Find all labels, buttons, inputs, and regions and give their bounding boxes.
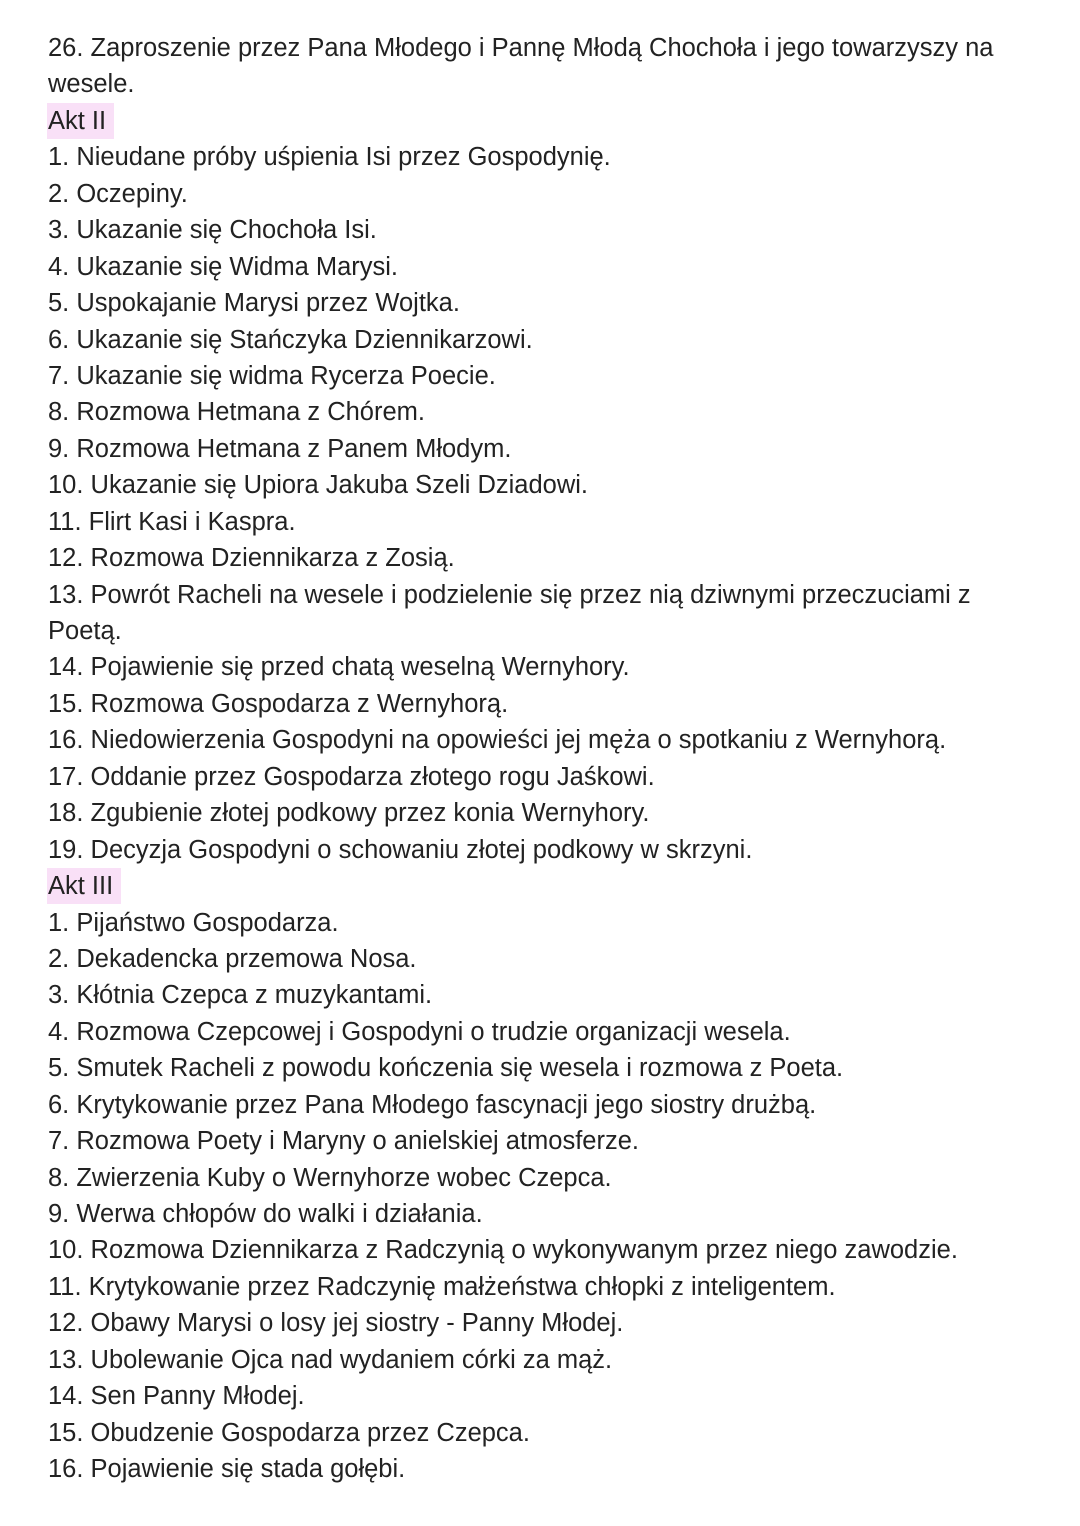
list-item: 13. Ubolewanie Ojca nad wydaniem córki za mąż. [48,1345,613,1374]
list-item: 12. Obawy Marysi o losy jej siostry - Panny Młodej. [48,1309,624,1338]
list-item: 14. Pojawienie się przed chatą weselną Wernyhory. [48,653,630,682]
list-item: 5. Uspokajanie Marysi przez Wojtka. [48,289,460,318]
list-item: 15. Rozmowa Gospodarza z Wernyhorą. [48,689,509,718]
list-item: 9. Werwa chłopów do walki i działania. [48,1200,483,1228]
act-heading: Akt II [47,103,114,139]
list-item: 6. Ukazanie się Stańczyka Dziennikarzowi. [48,325,533,354]
list-item: 9. Rozmowa Hetmana z Panem Młodym. [48,434,512,463]
list-item: 15. Obudzenie Gospodarza przez Czepca. [48,1418,530,1447]
list-item: 17. Oddanie przez Gospodarza złotego rogu Jaśkowi. [48,762,655,791]
list-item: 8. Zwierzenia Kuby o Wernyhorze wobec Czepca. [48,1163,612,1192]
list-item: 4. Ukazanie się Widma Marysi. [48,252,399,281]
act-heading: Akt III [47,868,121,904]
list-item: 3. Ukazanie się Chochoła Isi. [48,216,377,245]
list-item: 26. Zaproszenie przez Pana Młodego i Pannę Młodą Chochoła i jego towarzyszy na wesele. [48,34,994,99]
list-item: 10. Ukazanie się Upiora Jakuba Szeli Dziadowi. [48,471,589,500]
list-item: 1. Nieudane próby uśpienia Isi przez Gospodynię. [48,143,611,172]
list-item: 4. Rozmowa Czepcowej i Gospodyni o trudzie organizacji wesela. [48,1017,791,1046]
acts-container [48,103,1032,1488]
list-item: 10. Rozmowa Dziennikarza z Radczynią o wykonywanym przez niego zawodzie. [48,1236,958,1265]
act-section [48,868,1032,1487]
list-item: 18. Zgubienie złotej podkowy przez konia Wernyhory. [48,799,650,828]
list-item: 13. Powrót Racheli na wesele i podzielenie się przez nią dziwnymi przeczuciami z Poetą. [48,580,971,645]
list-item: 2. Oczepiny. [48,179,188,208]
list-item: 6. Krytykowanie przez Pana Młodego fascynacji jego siostry drużbą. [48,1090,817,1119]
list-item: 8. Rozmowa Hetmana z Chórem. [48,398,425,427]
list-item: 11. Flirt Kasi i Kaspra. [48,507,296,536]
list-item: 2. Dekadencka przemowa Nosa. [48,944,417,973]
list-item: 3. Kłótnia Czepca z muzykantami. [48,981,433,1010]
list-item: 16. Pojawienie się stada gołębi. [48,1455,406,1484]
list-item: 16. Niedowierzenia Gospodyni na opowieści jej męża o spotkaniu z Wernyhorą. [48,726,947,755]
list-item: 14. Sen Panny Młodej. [48,1382,305,1411]
list-item: 11. Krytykowanie przez Radczynię małżeństwa chłopki z inteligentem. [48,1272,836,1301]
list-item: 7. Ukazanie się widma Rycerza Poecie. [48,361,496,390]
list-item: 1. Pijaństwo Gospodarza. [48,908,339,937]
list-item: 19. Decyzja Gospodyni o schowaniu złotej podkowy w skrzyni. [48,835,753,864]
act-section [48,103,1032,868]
list-item: 7. Rozmowa Poety i Maryny o anielskiej atmosferze. [48,1127,639,1156]
list-item: 12. Rozmowa Dziennikarza z Zosią. [48,544,455,573]
list-item: 5. Smutek Racheli z powodu kończenia się wesela i rozmowa z Poeta. [48,1054,844,1083]
